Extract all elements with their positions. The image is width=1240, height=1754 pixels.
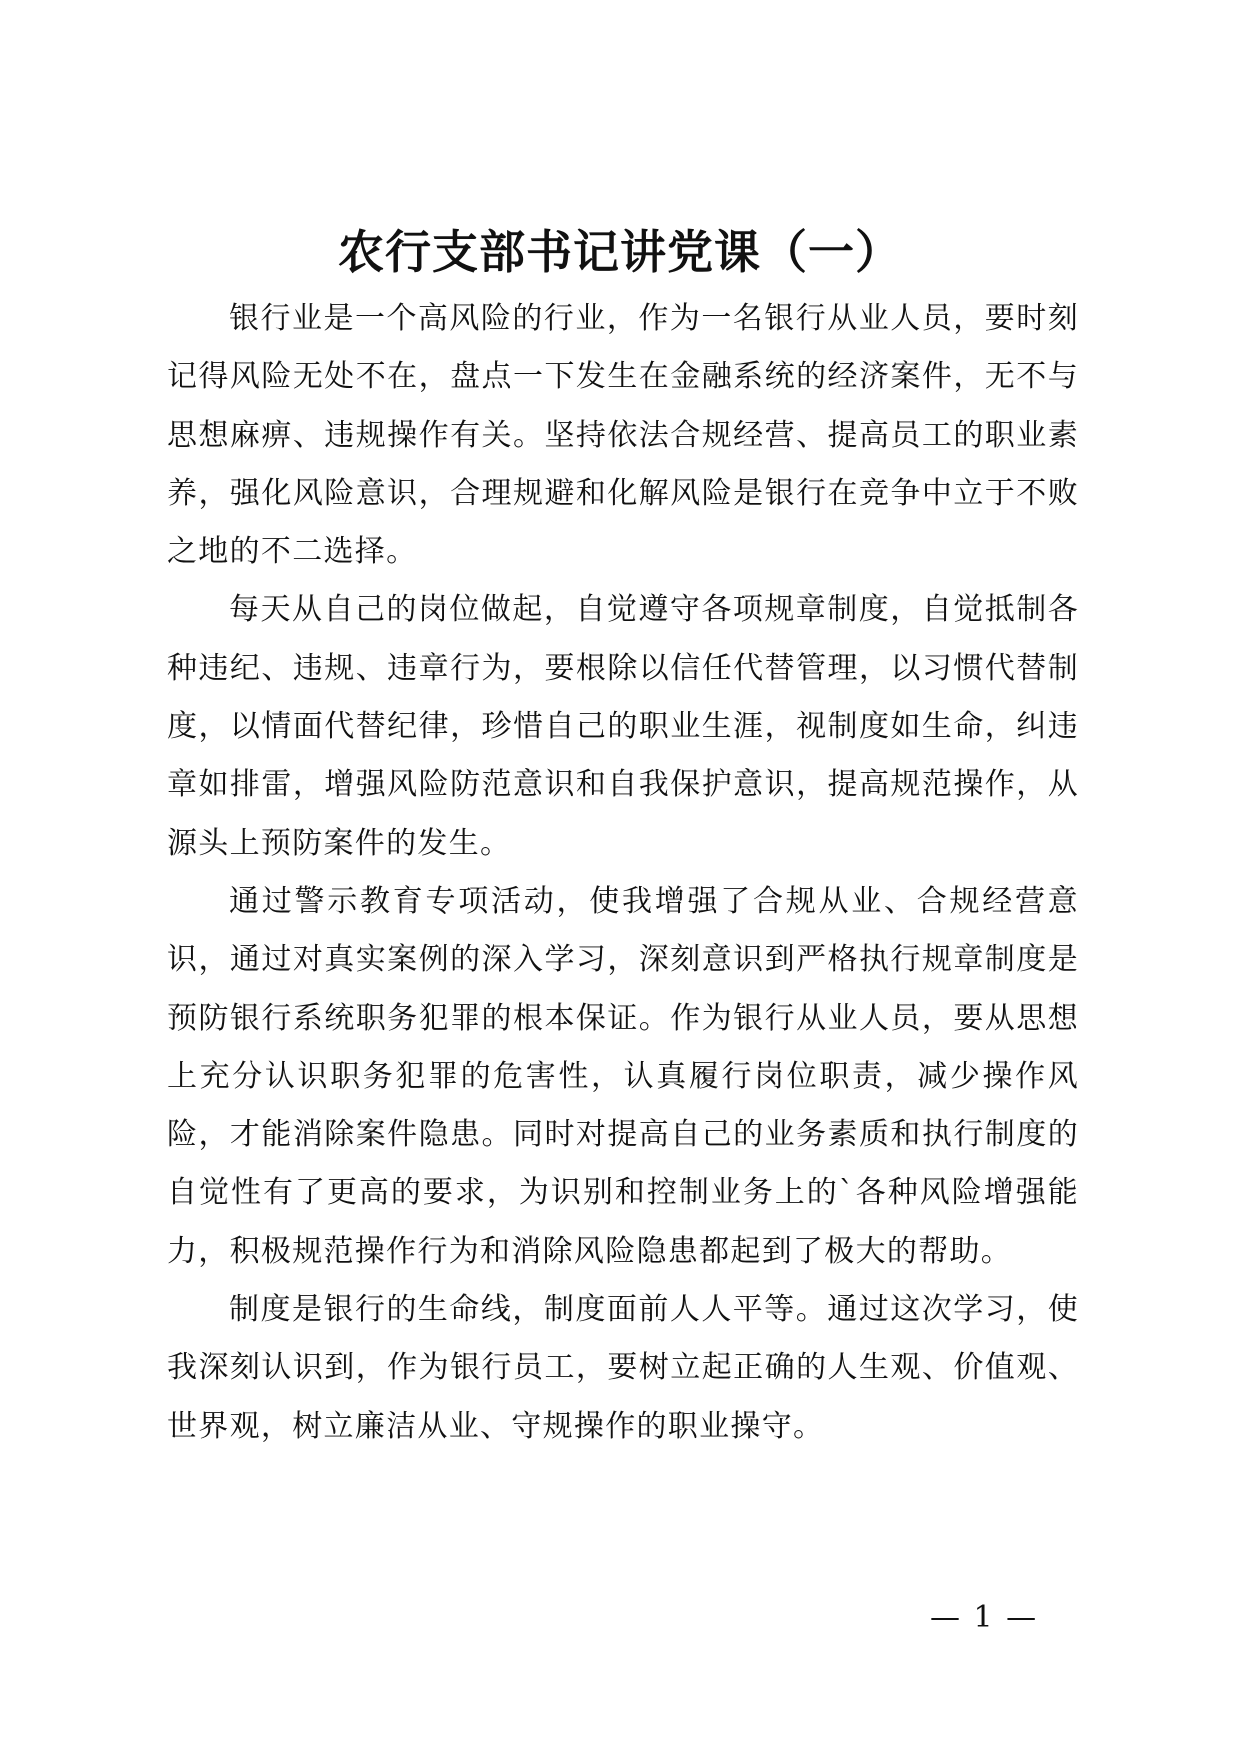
- body-paragraph-3: 通过警示教育专项活动，使我增强了合规从业、合规经营意识，通过对真实案例的深入学习，深刻意识到严格执行规章制度是预防银行系统职务犯罪的根本保证。作为银行从业人员，要从思想上充分认识职务犯罪的危害性，认真履行岗位职责，减少操作风险，才能消除案件隐患。同时对提高自己的业务素质和执行制度的自觉性有了更高的要求，为识别和控制业务上的`各种风险增强能力，积极规范操作行为和消除风险隐患都起到了极大的帮助。: [167, 883, 1079, 1269]
- page-number: — 1 —: [930, 1600, 1039, 1635]
- body-paragraph-1: 银行业是一个高风险的行业，作为一名银行从业人员，要时刻记得风险无处不在，盘点一下发生在金融系统的经济案件，无不与思想麻痹、违规操作有关。坚持依法合规经营、提高员工的职业素养，强化风险意识，合理规避和化解风险是银行在竞争中立于不败之地的不二选择。: [167, 301, 1079, 570]
- document-title: 农行支部书记讲党课（一）: [338, 225, 902, 279]
- document-body: [167, 290, 1079, 1456]
- body-paragraph-2: 每天从自己的岗位做起，自觉遵守各项规章制度，自觉抵制各种违纪、违规、违章行为，要根除以信任代替管理，以习惯代替制度，以情面代替纪律，珍惜自己的职业生涯，视制度如生命，纠违章如排雷，增强风险防范意识和自我保护意识，提高规范操作，从源头上预防案件的发生。: [167, 592, 1079, 861]
- body-paragraph-4: 制度是银行的生命线，制度面前人人平等。通过这次学习，使我深刻认识到，作为银行员工，要树立起正确的人生观、价值观、世界观，树立廉洁从业、守规操作的职业操守。: [167, 1292, 1079, 1444]
